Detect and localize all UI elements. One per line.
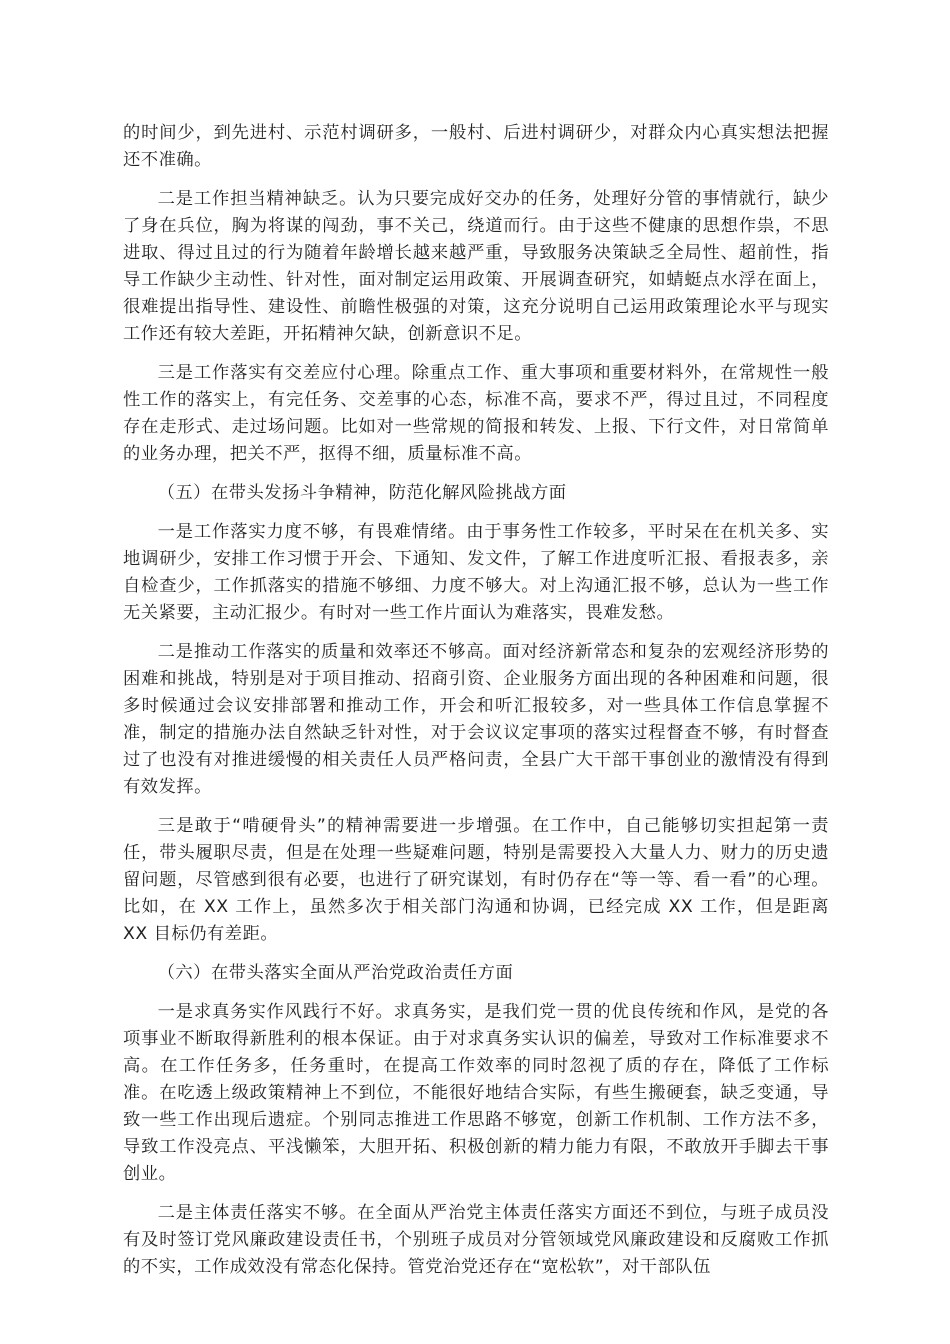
paragraph-perfunctory-attitude: 三是工作落实有交差应付心理。除重点工作、重大事项和重要材料外，在常规性一般性工作的落实上，有完任务、交差事的心态，标准不高，要求不严，得过且过，不同程度存在走形式、走过场问题。比如对一些常规的简报和转发、上报、下行文件，对日常简单的业务办理，把关不严，抠得不细，质量标准不高。 <box>123 363 829 464</box>
paragraph-quality-efficiency: 二是推动工作落实的质量和效率还不够高。面对经济新常态和复杂的宏观经济形势的困难和挑战，特别是对于项目推动、招商引资、企业服务方面出现的各种困难和问题，很多时候通过会议安排部署和推动工作，开会和听汇报较多，对一些具体工作信息掌握不准，制定的措施办法自然缺乏针对性，对于会议议定事项的落实过程督查不够，有时督查过了也没有对推进缓慢的相关责任人员严格问责，全县广大干部干事创业的激情没有得到有效发挥。 <box>123 642 829 797</box>
paragraph-pragmatic-style: 一是求真务实作风践行不好。求真务实，是我们党一贯的优良传统和作风，是党的各项事业不断取得新胜利的根本保证。由于对求真务实认识的偏差，导致对工作标准要求不高。在工作任务多，任务重时，在提高工作效率的同时忽视了质的存在，降低了工作标准。在吃透上级政策精神上不到位，不能很好地结合实际，有些生搬硬套，缺乏变通，导致一些工作出现后遗症。个别同志推进工作思路不够宽，创新工作机制、工作方法不多，导致工作没亮点、平浅懒笨，大胆开拓、积极创新的精力能力有限，不敢放开手脚去干事创业。 <box>123 1002 829 1184</box>
section-heading-six: （六）在带头落实全面从严治党政治责任方面 <box>157 963 514 983</box>
paragraph-implementation-strength: 一是工作落实力度不够，有畏难情绪。由于事务性工作较多，平时呆在在机关多、实地调研少，安排工作习惯于开会、下通知、发文件，了解工作进度听汇报、看报表多，亲自检查少，工作抓落实的措施不够细、力度不够大。对上沟通汇报不够，总认为一些工作无关紧要，主动汇报少。有时对一些工作片面认为难落实，畏难发愁。 <box>123 522 829 623</box>
paragraph-continuation: 的时间少，到先进村、示范村调研多，一般村、后进村调研少，对群众内心真实想法把握还不准确。 <box>123 123 829 170</box>
document-page <box>123 120 829 1293</box>
paragraph-responsibility-lacking: 二是工作担当精神缺乏。认为只要完成好交办的任务，处理好分管的事情就行，缺少了身在兵位，胸为将谋的闯劲，事不关己，绕道而行。由于这些不健康的思想作祟，不思进取、得过且过的行为随着年龄增长越来越严重，导致服务决策缺乏全局性、超前性，指导工作缺少主动性、针对性，面对制定运用政策、开展调查研究，如蜻蜓点水浮在面上，很难提出指导性、建设性、前瞻性极强的对策，这充分说明自己运用政策理论水平与现实工作还有较大差距，开拓精神欠缺，创新意识不足。 <box>123 189 829 344</box>
section-heading-five: （五）在带头发扬斗争精神，防范化解风险挑战方面 <box>157 483 567 503</box>
paragraph-tough-problems: 三是敢于“啃硬骨头”的精神需要进一步增强。在工作中，自己能够切实担起第一责任，带头履职尽责，但是在处理一些疑难问题，特别是需要投入大量人力、财力的历史遗留问题，尽管感到很有必要，也进行了研究谋划，有时仍存在“等一等、看一看”的心理。比如，在 XX 工作上，虽然多次于相关部门沟通和协调，已经完成 XX 工作，但是距离 XX 目标仍有差距。 <box>123 816 829 944</box>
paragraph-main-responsibility: 二是主体责任落实不够。在全面从严治党主体责任落实方面还不到位，与班子成员没有及时签订党风廉政建设责任书，个别班子成员对分管领域党风廉政建设和反腐败工作抓的不实，工作成效没有常态化保持。管党治党还存在“宽松软”，对干部队伍 <box>123 1203 829 1277</box>
